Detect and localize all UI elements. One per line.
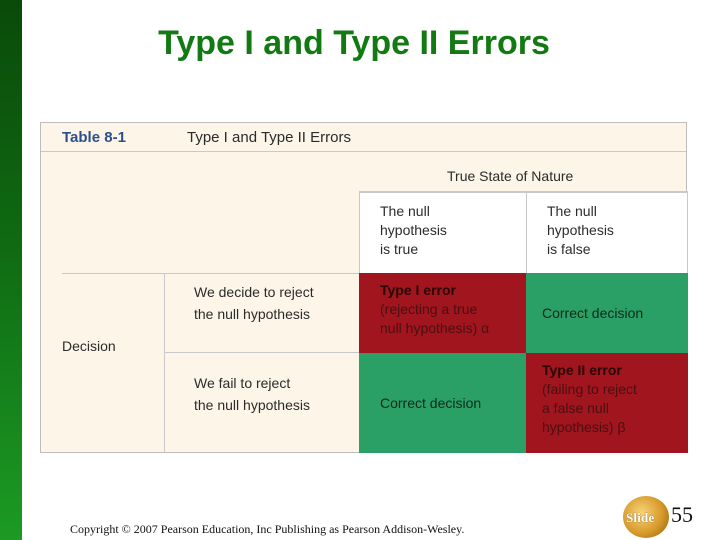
- column-header-line: is false: [547, 241, 591, 257]
- row-label-line: We decide to reject: [194, 284, 314, 300]
- correct-decision-cell: [526, 273, 688, 353]
- slide-title: [0, 24, 720, 63]
- row-label-line: We fail to reject: [194, 375, 291, 391]
- column-header-null-true: [359, 192, 527, 274]
- row-label-line: the null hypothesis: [194, 306, 310, 322]
- correct-decision-text: Correct decision: [542, 304, 644, 321]
- slide-title-text: Type I and Type II Errors: [158, 24, 550, 62]
- column-header-line: The null: [547, 203, 597, 219]
- row-label-reject: [164, 274, 360, 352]
- type-one-error-title: Type I error: [380, 282, 456, 298]
- error-table: [40, 122, 687, 453]
- type-two-error-cell: [526, 353, 688, 453]
- error-desc-line: null hypothesis) α: [380, 320, 490, 336]
- error-desc-line: a false null: [542, 400, 609, 416]
- table-header: [41, 123, 686, 152]
- true-state-header: True State of Nature: [359, 164, 688, 192]
- row-divider: [164, 352, 360, 353]
- row-label-line: the null hypothesis: [194, 397, 310, 413]
- table-title: Type I and Type II Errors: [187, 129, 351, 146]
- column-header-line: hypothesis: [380, 222, 447, 238]
- type-one-error-cell: [359, 273, 527, 353]
- column-header-null-false: [526, 192, 688, 274]
- table-number: Table 8-1: [62, 129, 126, 146]
- column-header-line: The null: [380, 203, 430, 219]
- type-two-error-title: Type II error: [542, 362, 622, 378]
- slide-badge-label: Slide: [626, 510, 655, 525]
- correct-decision-cell: [359, 353, 527, 453]
- error-desc-line: hypothesis) β: [542, 419, 626, 435]
- correct-decision-text: Correct decision: [380, 394, 482, 411]
- error-desc-line: (failing to reject: [542, 381, 637, 397]
- slide-number: 55: [671, 502, 693, 527]
- decision-label: Decision: [62, 338, 116, 354]
- row-label-fail-to-reject: [164, 365, 360, 443]
- column-header-line: hypothesis: [547, 222, 614, 238]
- error-desc-line: (rejecting a true: [380, 301, 478, 317]
- copyright-text: Copyright © 2007 Pearson Education, Inc Publishing as Pearson Addison-Wesley.: [70, 522, 465, 536]
- column-header-line: is true: [380, 241, 419, 257]
- left-sidebar-bar: [0, 0, 22, 540]
